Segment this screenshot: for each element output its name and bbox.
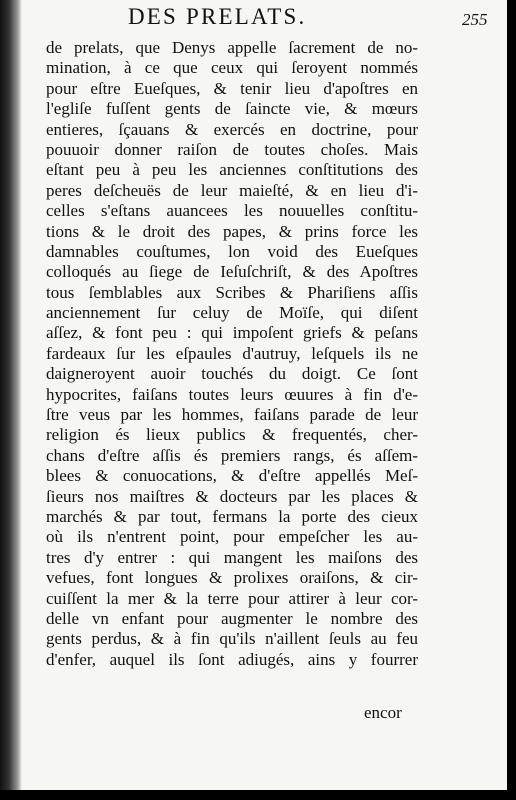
- text-line: ſtre veus par les hommes, faiſans parade de leur: [46, 405, 418, 425]
- text-line: celles s'eſtans auancees les nouuelles conſtitu-: [46, 201, 418, 221]
- text-line: cuiſſent la mer & la terre pour attirer à leur cor-: [46, 588, 418, 608]
- text-line: d'enfer, auquel ils ſont adiugés, ains y fourrer: [46, 649, 418, 669]
- text-line: religion és lieux publics & frequentés, cher-: [46, 425, 418, 445]
- page-number: 255: [462, 10, 488, 29]
- scan-border-right: [507, 0, 516, 800]
- text-line: colloqués au ſiege de Ieſuſchriſt, & des Apoſtres: [46, 262, 418, 282]
- text-line: pouuoir donner raiſon de toutes choſes. Mais: [46, 139, 418, 159]
- text-line: tions & le droit des papes, & prins force les: [46, 221, 418, 241]
- text-line: daigneroyent auoir touchés du doigt. Ce ſont: [46, 364, 418, 384]
- text-line: tres d'y entrer : qui mangent les maiſons des: [46, 547, 418, 567]
- text-line: pour eſtre Eueſques, & tenir lieu d'apoſtres en: [46, 78, 418, 98]
- scan-border-bottom: [0, 790, 516, 800]
- text-line: anciennement ſur celuy de Moïſe, qui diſent: [46, 303, 418, 323]
- text-line: fardeaux ſur les eſpaules d'autruy, leſquels ils ne: [46, 343, 418, 363]
- text-line: eſtant peu à peu les anciennes conſtitutions des: [46, 160, 418, 180]
- text-line: l'egliſe fuſſent gents de ſaincte vie, & mœurs: [46, 99, 418, 119]
- text-line: gents perdus, & à fin qu'ils n'aillent ſeuls au feu: [46, 629, 418, 649]
- text-line: tous ſemblables aux Scribes & Phariſiens aſſis: [46, 282, 418, 302]
- text-line: blees & conuocations, & d'eſtre appellés Meſ-: [46, 466, 418, 486]
- text-line: entieres, ſçauans & exercés en doctrine, pour: [46, 119, 418, 139]
- binding-shadow: [0, 0, 22, 790]
- page-header: [0, 4, 507, 38]
- text-line: damnables couſtumes, lon void des Eueſques: [46, 241, 418, 261]
- text-line: delle vn enfant pour augmenter le nombre des: [46, 608, 418, 628]
- text-line: où ils n'entrent point, pour empeſcher les au-: [46, 527, 418, 547]
- text-line: mination, à ce que ceux qui ſeroyent nommés: [46, 58, 418, 78]
- text-line: vefues, font longues & prolixes oraiſons, & cir-: [46, 568, 418, 588]
- body-text: [46, 38, 418, 670]
- text-line: marchés & par tout, fermans la porte des cieux: [46, 506, 418, 526]
- running-head: DES PRELATS.: [128, 4, 307, 29]
- text-line: de prelats, que Denys appelle ſacrement de no-: [46, 38, 418, 57]
- catchword: encor: [364, 703, 402, 722]
- text-line: hypocrites, faiſans toutes leurs œuures à fin d'e-: [46, 384, 418, 404]
- text-line: peres deſcheuës de leur maieſté, & en lieu d'i-: [46, 180, 418, 200]
- text-line: ſieurs nos maiſtres & docteurs par les places &: [46, 486, 418, 506]
- text-line: aſſez, & font peu : qui impoſent griefs & peſans: [46, 323, 418, 343]
- text-line: chans d'eſtre aſſis és premiers rangs, és aſſem-: [46, 445, 418, 465]
